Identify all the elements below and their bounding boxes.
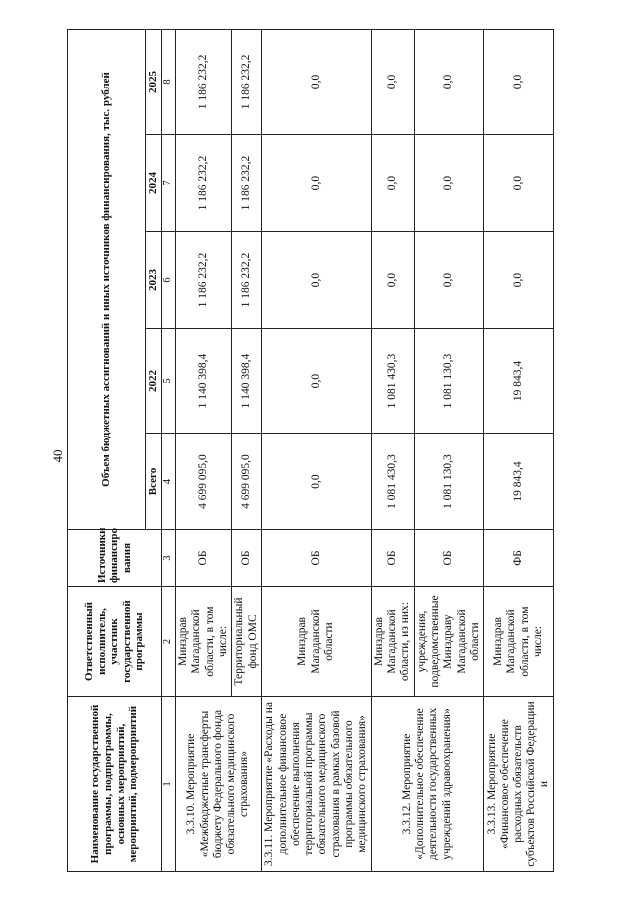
row-executor: Минздрав Магаданской области, в том числе: <box>176 587 232 697</box>
col-number: 6 <box>162 232 176 329</box>
row-source: ФБ <box>484 530 554 587</box>
value-2024: 1 186 232,2 <box>176 135 232 232</box>
row-name: 3.3.10. Мероприятие «Межбюджетные трансферты бюджету Федерального фонда обязательного медицинского страхования» <box>176 697 262 872</box>
row-source: ОБ <box>414 530 484 587</box>
value-2025: 1 186 232,2 <box>176 29 232 134</box>
funding-table <box>67 29 554 872</box>
value-2022: 1 081 430,3 <box>371 329 414 434</box>
value-2023: 0,0 <box>414 232 484 329</box>
header-program-name: Наименование государственной программы, подпрограммы, основных мероприятий, мероприятий, подмероприятий <box>68 697 162 872</box>
header-executor: Ответственный исполнитель, участник государственной программы <box>68 587 162 697</box>
row-executor: Минздрав Магаданской области <box>262 587 372 697</box>
value-2025: 0,0 <box>262 29 372 134</box>
value-2025: 0,0 <box>371 29 414 134</box>
row-source: ОБ <box>176 530 232 587</box>
table-row <box>176 29 232 871</box>
col-number: 4 <box>162 434 176 530</box>
value-2025: 1 186 232,2 <box>232 29 262 134</box>
value-2022: 1 081 130,3 <box>414 329 484 434</box>
header-year-2025: 2025 <box>146 29 162 134</box>
col-number: 2 <box>162 587 176 697</box>
value-2024: 0,0 <box>414 135 484 232</box>
value-2022: 1 140 398,4 <box>176 329 232 434</box>
value-2022: 19 843,4 <box>484 329 554 434</box>
value-2024: 0,0 <box>262 135 372 232</box>
value-total: 4 699 095,0 <box>232 434 262 530</box>
page-number: 40 <box>50 449 65 463</box>
col-number: 5 <box>162 329 176 434</box>
value-2022: 1 140 398,4 <box>232 329 262 434</box>
value-2024: 1 186 232,2 <box>232 135 262 232</box>
value-2025: 0,0 <box>484 29 554 134</box>
table-row <box>484 29 554 871</box>
row-executor: Минздрав Магаданской области, в том числе: <box>484 587 554 697</box>
value-total: 0,0 <box>262 434 372 530</box>
header-total: Всего <box>146 434 162 530</box>
header-source: Источники финансиро вания <box>68 530 162 587</box>
header-year-2024: 2024 <box>146 135 162 232</box>
value-total: 19 843,4 <box>484 434 554 530</box>
value-2023: 0,0 <box>484 232 554 329</box>
col-number: 3 <box>162 530 176 587</box>
row-executor: Территориальный фонд ОМС <box>232 587 262 697</box>
value-total: 1 081 430,3 <box>371 434 414 530</box>
col-number: 7 <box>162 135 176 232</box>
row-name: 3.3.13. Мероприятие «Финансовое обеспечение расходных обязательств субъектов Российской Федерации и <box>484 697 554 872</box>
value-2023: 1 186 232,2 <box>176 232 232 329</box>
row-executor: Минздрав Магаданской области, из них: <box>371 587 414 697</box>
rotated-table-container <box>67 30 554 872</box>
header-year-2023: 2023 <box>146 232 162 329</box>
row-name: 3.3.12. Мероприятие «Дополнительное обеспечение деятельности государственных учреждений здравоохранения» <box>371 697 484 872</box>
header-year-2022: 2022 <box>146 329 162 434</box>
header-funding: Объем бюджетных ассигнований и иных источников финансирования, тыс. рублей <box>68 29 146 529</box>
value-total: 1 081 130,3 <box>414 434 484 530</box>
col-number: 1 <box>162 697 176 872</box>
row-source: ОБ <box>371 530 414 587</box>
value-2025: 0,0 <box>414 29 484 134</box>
row-source: ОБ <box>232 530 262 587</box>
row-source: ОБ <box>262 530 372 587</box>
row-executor: учреждения, подведомственные Минздраву Магаданской области <box>414 587 484 697</box>
value-2023: 0,0 <box>262 232 372 329</box>
table-row <box>262 29 372 871</box>
value-2024: 0,0 <box>371 135 414 232</box>
value-2022: 0,0 <box>262 329 372 434</box>
value-total: 4 699 095,0 <box>176 434 232 530</box>
col-number: 8 <box>162 29 176 134</box>
table-row <box>371 29 414 871</box>
value-2024: 0,0 <box>484 135 554 232</box>
row-name: 3.3.11. Мероприятие «Расходы на дополнительное финансовое обеспечение выполнения территориальной программы обязательного медицинского страхования в рамках базовой программы обязательного медицинского страхования» <box>262 697 372 872</box>
value-2023: 1 186 232,2 <box>232 232 262 329</box>
value-2023: 0,0 <box>371 232 414 329</box>
